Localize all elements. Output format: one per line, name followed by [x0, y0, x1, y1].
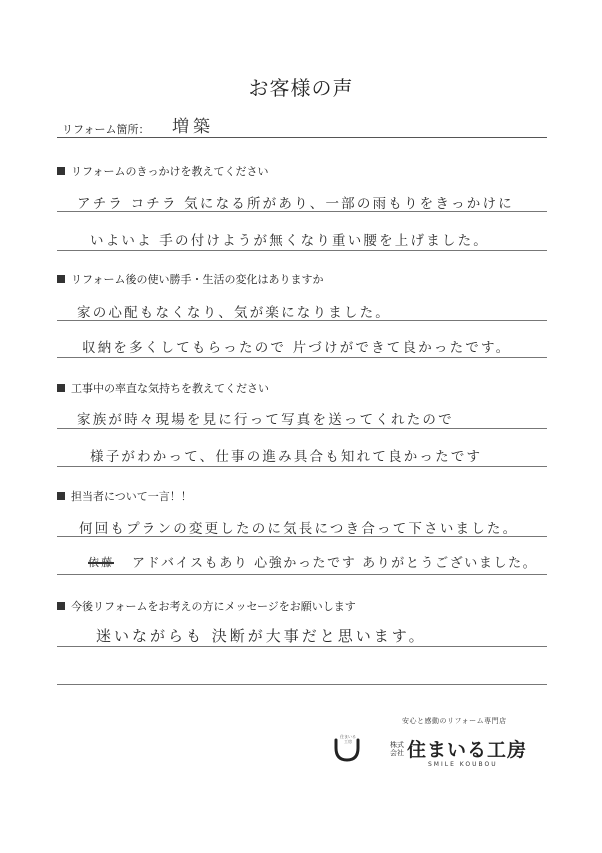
answer-2-line-2: 収納を多くしてもらったので 片づけができて良かったです。	[82, 340, 512, 356]
answer-1-line-2: いよいよ 手の付けようが無くなり重い腰を上げました。	[90, 233, 489, 249]
square-bullet-icon	[57, 275, 65, 283]
question-2	[57, 271, 323, 287]
square-bullet-icon	[57, 492, 65, 500]
square-bullet-icon	[57, 167, 65, 175]
square-bullet-icon	[57, 602, 65, 610]
answer-2-line-1: 家の心配もなくなり、気が楽になりました。	[77, 305, 391, 321]
square-bullet-icon	[57, 384, 65, 392]
answer-1-line-1: アチラ コチラ 気になる所があり、一部の雨もりをきっかけに	[77, 196, 514, 212]
answer-4-line-2: アドバイスもあり 心強かったです ありがとうございました。	[132, 556, 538, 571]
answer-3-line-2: 様子がわかって、仕事の進み具合も知れて良かったです	[90, 449, 483, 465]
question-2-label: リフォーム後の使い勝手・生活の変化はありますか	[71, 273, 324, 286]
question-3	[57, 380, 269, 396]
location-underline	[57, 137, 547, 138]
answer-line	[57, 466, 547, 467]
question-1-label: リフォームのきっかけを教えてください	[71, 165, 269, 178]
answer-line	[57, 211, 547, 212]
company-name: 住まいる工房	[407, 739, 528, 761]
company-romaji: SMILE KOUBOU	[428, 761, 498, 768]
answer-line	[57, 536, 547, 537]
company-type: 株式会社	[390, 741, 404, 757]
location-value: 増築	[172, 117, 214, 137]
company-tagline: 安心と感動のリフォーム専門店	[402, 717, 507, 725]
answer-line	[57, 684, 547, 685]
answer-line	[57, 357, 547, 358]
answer-line	[57, 428, 547, 429]
question-1	[57, 163, 268, 179]
struck-out-word	[88, 554, 114, 570]
answer-line	[57, 320, 547, 321]
answer-line	[57, 250, 547, 251]
struck-out-text: 依藤	[88, 556, 115, 569]
answer-3-line-1: 家族が時々現場を見に行って写真を送ってくれたので	[77, 412, 454, 428]
answer-line	[57, 574, 547, 575]
question-3-label: 工事中の率直な気持ちを教えてください	[71, 382, 269, 395]
answer-5-line-1: 迷いながらも 決断が大事だと思います。	[96, 627, 427, 645]
location-label: リフォーム箇所：	[62, 123, 150, 136]
answer-4-line-1: 何回もプランの変更したのに気長につき合って下さいました。	[79, 521, 519, 537]
question-4	[57, 488, 192, 504]
answer-line	[57, 646, 547, 647]
question-5-label: 今後リフォームをお考えの方にメッセージをお願いします	[71, 600, 356, 613]
question-5	[57, 598, 356, 614]
logo-mark-text: 住まいる工房	[340, 734, 356, 744]
page-title: お客様の声	[248, 76, 354, 100]
question-4-label: 担当者について一言！！	[71, 490, 192, 503]
